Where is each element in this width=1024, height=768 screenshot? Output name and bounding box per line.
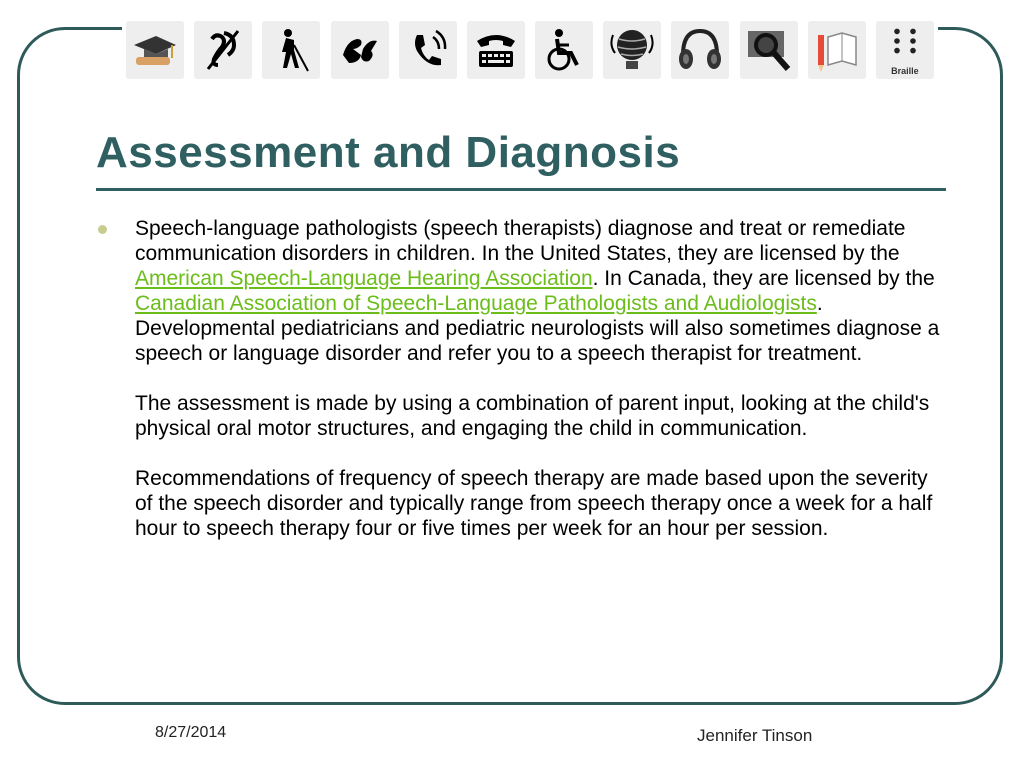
tty-icon — [467, 21, 525, 79]
paragraph-text: . Developmental pediatricians and pediatric neurologists will also sometimes diagnose a speech or language disorder and refer you to a speech therapist for treatment. — [135, 292, 940, 365]
bullet-marker — [98, 225, 107, 234]
footer-date: 8/27/2014 — [155, 724, 227, 741]
paragraph-text: Speech-language pathologists (speech therapists) diagnose and treat or remediate communication disorders in children. In the United States, they are licensed by the — [135, 217, 906, 265]
graduation-cap-icon — [126, 21, 184, 79]
phone-volume-icon — [399, 21, 457, 79]
caslpa-link[interactable]: Canadian Association of Speech-Language Pathologists and Audiologists — [135, 292, 817, 315]
icon-banner — [122, 18, 938, 82]
slide-title: Assessment and Diagnosis — [96, 128, 681, 177]
blind-walker-icon — [262, 21, 320, 79]
hearing-icon — [194, 21, 252, 79]
paragraph-recommendations: Recommendations of frequency of speech therapy are made based upon the severity of the speech disorder and typically range from speech therapy once a week for a half hour to speech therapy four or five times per week for an hour per session. — [135, 467, 933, 540]
slide-body — [135, 216, 947, 566]
footer-author: Jennifer Tinson — [697, 726, 813, 745]
wheelchair-icon — [535, 21, 593, 79]
paragraph-text: . In Canada, they are licensed by the — [592, 267, 935, 290]
magnifier-icon — [740, 21, 798, 79]
paragraph-assessment: The assessment is made by using a combination of parent input, looking at the child's physical oral motor structures, and engaging the child in communication. — [135, 392, 930, 440]
headphones-icon — [671, 21, 729, 79]
braille-label: Braille — [891, 66, 919, 76]
title-divider — [96, 188, 946, 191]
paragraph-licensing — [135, 216, 947, 366]
globe-icon — [603, 21, 661, 79]
pencil-book-icon — [808, 21, 866, 79]
braille-icon — [876, 21, 934, 79]
sign-language-icon — [331, 21, 389, 79]
asha-link[interactable]: American Speech-Language Hearing Association — [135, 267, 593, 290]
